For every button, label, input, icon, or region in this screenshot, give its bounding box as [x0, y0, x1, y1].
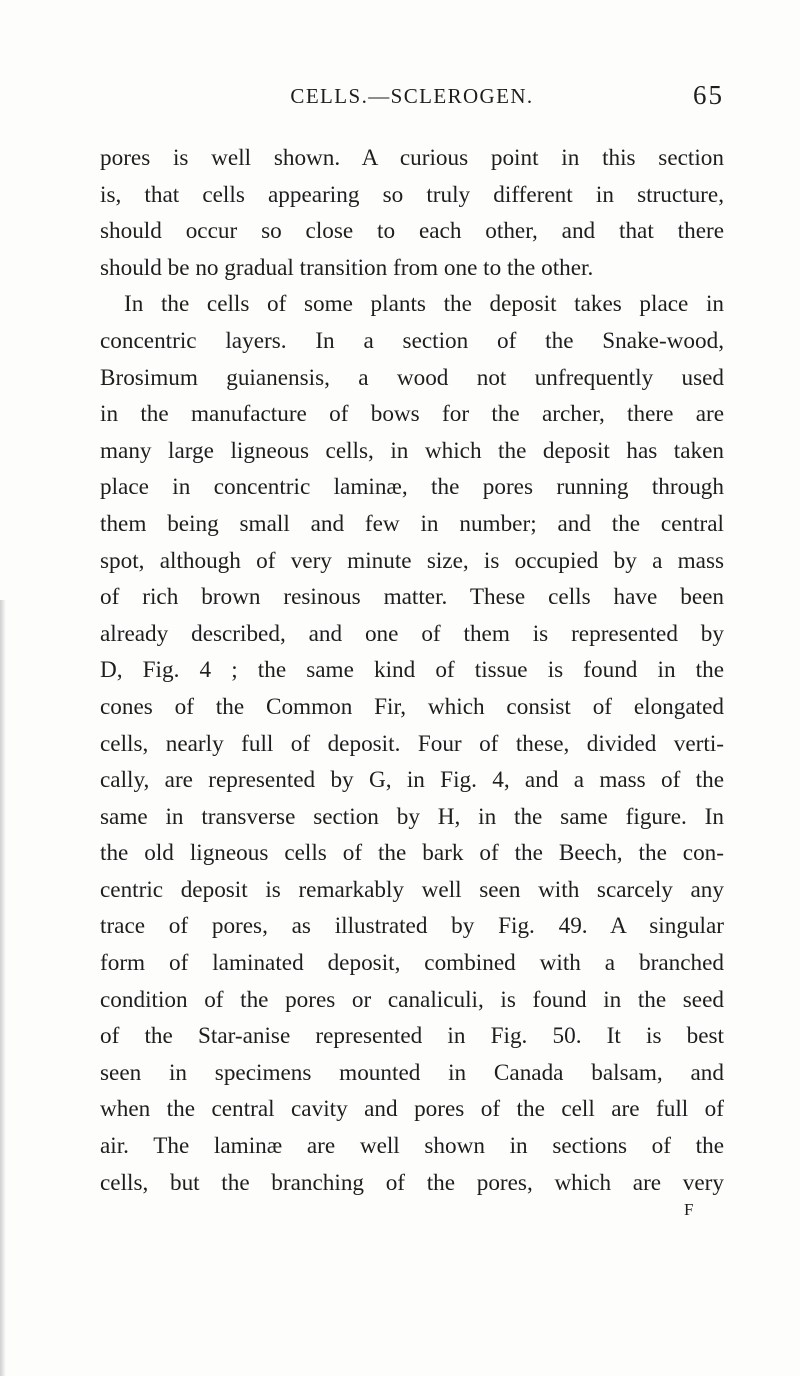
text-line: should occur so close to each other, and that there — [100, 218, 724, 245]
text-line: form of laminated deposit, combined with a branched — [100, 950, 724, 977]
text-line: cones of the Common Fir, which consist of elongated — [100, 693, 724, 720]
text-line: seen in specimens mounted in Canada balsam, and — [100, 1059, 724, 1086]
running-head — [100, 80, 724, 114]
text-line: same in transverse section by H, in the same figure. In — [100, 803, 724, 830]
text-line: trace of pores, as illustrated by Fig. 49. A singular — [100, 913, 724, 940]
text-line: of the Star-anise represented in Fig. 50. It is best — [100, 1023, 724, 1050]
gutter-shadow — [0, 600, 6, 1376]
text-line: In the cells of some plants the deposit takes place in — [124, 291, 724, 318]
text-line: air. The laminæ are well shown in sections of the — [100, 1133, 724, 1160]
text-line: already described, and one of them is represented by — [100, 620, 724, 647]
text-line: many large ligneous cells, in which the deposit has taken — [100, 437, 724, 464]
text-line: place in concentric laminæ, the pores running through — [100, 474, 724, 501]
text-line: centric deposit is remarkably well seen with scarcely any — [100, 876, 724, 903]
text-line: them being small and few in number; and the central — [100, 510, 724, 537]
text-line: when the central cavity and pores of the cell are full of — [100, 1096, 724, 1123]
text-line: should be no gradual transition from one to the other. — [100, 254, 594, 281]
running-head-title: CELLS.—SCLEROGEN. — [290, 84, 534, 108]
text-line: is, that cells appearing so truly different in structure, — [100, 181, 724, 208]
text-line: spot, although of very minute size, is occupied by a mass — [100, 547, 724, 574]
text-line: of rich brown resinous matter. These cells have been — [100, 584, 724, 611]
text-line: cells, nearly full of deposit. Four of these, divided verti- — [100, 730, 724, 757]
page-number: 65 — [693, 80, 724, 110]
text-line: condition of the pores or canaliculi, is found in the seed — [100, 986, 724, 1013]
text-line: D, Fig. 4 ; the same kind of tissue is found in the — [100, 657, 724, 684]
body-text — [100, 140, 724, 1201]
text-line: Brosimum guianensis, a wood not unfrequently used — [100, 364, 724, 391]
signature-mark: F — [684, 1200, 694, 1219]
text-line: the old ligneous cells of the bark of the Beech, the con- — [100, 840, 724, 867]
text-line: cally, are represented by G, in Fig. 4, and a mass of the — [100, 767, 724, 794]
text-line: pores is well shown. A curious point in this section — [100, 145, 724, 171]
text-line: in the manufacture of bows for the archer, there are — [100, 401, 724, 428]
text-line: cells, but the branching of the pores, which are very — [100, 1169, 724, 1196]
text-line: concentric layers. In a section of the Snake-wood, — [100, 327, 724, 354]
